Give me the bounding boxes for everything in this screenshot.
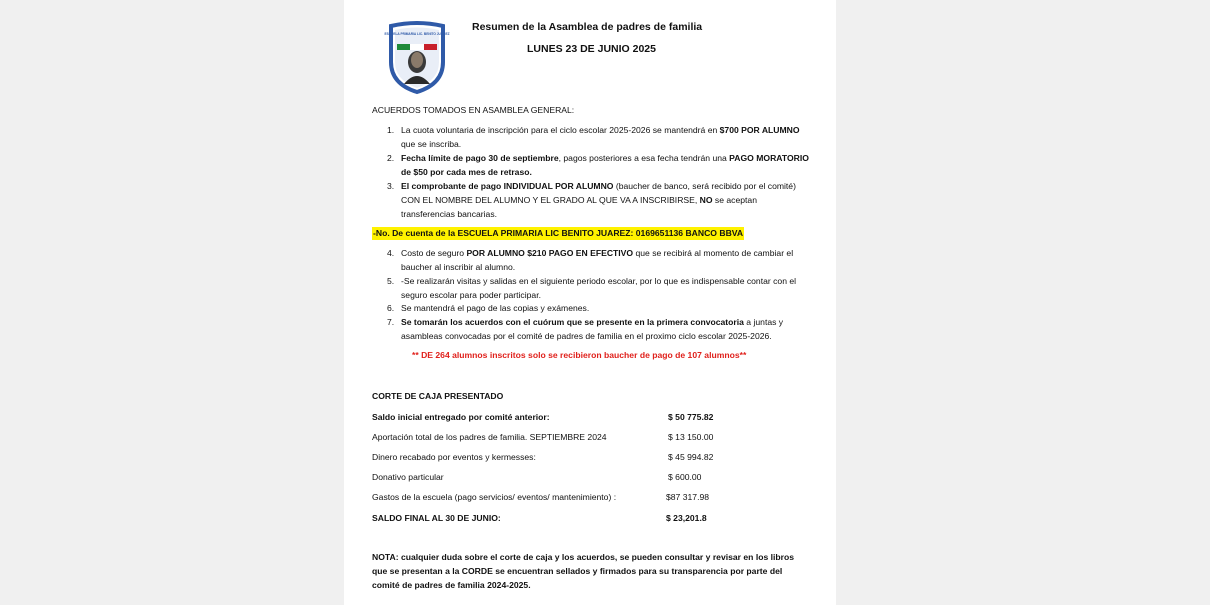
corte-label: Donativo particular: [372, 472, 444, 482]
corte-amount: $ 13 150.00: [668, 432, 714, 442]
acuerdo-text-part: La cuota voluntaria de inscripción para el ciclo escolar 2025-2026 se mantendrá en: [401, 125, 720, 135]
acuerdo-text-part: POR ALUMNO $210 PAGO EN EFECTIVO: [466, 248, 634, 258]
acuerdo-item: [387, 275, 812, 303]
corte-amount: $ 600.00: [668, 472, 702, 482]
acuerdo-text: [401, 275, 812, 303]
acuerdo-text-part: Se tomarán los acuerdos con el cuórum que se presente en la primera convocatoria: [401, 317, 744, 327]
acuerdos-heading: ACUERDOS TOMADOS EN ASAMBLEA GENERAL:: [372, 105, 575, 115]
acuerdo-number: 5.: [387, 276, 395, 286]
corte-label: Gastos de la escuela (pago servicios/ eventos/ mantenimiento) :: [372, 492, 617, 502]
acuerdo-text-part: PAGO MORATORIO de $50 por cada mes de retraso.: [401, 153, 809, 177]
corte-amount: $ 23,201.8: [666, 513, 707, 523]
acuerdo-text-part: El comprobante de pago INDIVIDUAL POR ALUMNO: [401, 181, 614, 191]
acuerdo-number: 6.: [387, 303, 395, 313]
acuerdo-text-part: NO: [699, 194, 713, 205]
acuerdo-number: 7.: [387, 317, 395, 327]
acuerdo-item: [387, 124, 812, 152]
acuerdo-text-part: que se recibirá al momento de cambiar el baucher al inscribir al alumno.: [401, 248, 794, 272]
acuerdo-number: 4.: [387, 248, 395, 258]
acuerdo-text: [401, 316, 812, 344]
acuerdo-text-part: , pagos posteriores a esa fecha tendrán una: [558, 153, 730, 163]
acuerdo-number: 1.: [387, 125, 395, 135]
corte-label: Dinero recabado por eventos y kermesses:: [372, 452, 536, 462]
school-shield-logo: [384, 22, 450, 94]
acuerdo-text-part: a juntas y asambleas convocadas por el comité de padres de familia en el proximo ciclo escolar 2025-2026.: [401, 317, 784, 341]
acuerdo-text: [401, 180, 812, 221]
acuerdo-number: 2.: [387, 153, 395, 163]
acuerdo-text-part: (baucher de banco, será recibido por el comité) CON EL NOMBRE DEL ALUMNO Y EL GRADO AL QUE VA A INSCRIBIRSE,: [401, 181, 796, 205]
corte-label: Aportación total de los padres de familia. SEPTIEMBRE 2024: [372, 432, 607, 442]
acuerdo-text-part: se aceptan transferencias bancarias.: [401, 194, 757, 219]
enrollment-note: ** DE 264 alumnos inscritos solo se recibieron baucher de pago de 107 alumnos**: [412, 350, 747, 360]
acuerdo-text-part: $700 POR ALUMNO: [719, 125, 800, 135]
acuerdo-text-part: Fecha límite de pago 30 de septiembre: [401, 153, 559, 163]
corte-label: SALDO FINAL AL 30 DE JUNIO:: [372, 513, 501, 523]
acuerdo-text-part: -Se realizarán visitas y salidas en el siguiente periodo escolar, por lo que es indispensable contar con el seguro escolar para poder participar.: [401, 276, 797, 300]
corte-amount: $ 50 775.82: [668, 412, 714, 422]
acuerdo-text-part: Se mantendrá el pago de las copias y exámenes.: [401, 303, 590, 313]
document-date: LUNES 23 DE JUNIO 2025: [527, 43, 656, 55]
document-page: [344, 0, 836, 605]
acuerdo-item: [387, 152, 812, 180]
acuerdo-item: [387, 302, 812, 316]
acuerdo-item: [387, 180, 812, 221]
acuerdo-text-part: Costo de seguro: [401, 248, 467, 258]
document-title: Resumen de la Asamblea de padres de familia: [472, 21, 703, 33]
acuerdo-item: [387, 247, 812, 275]
acuerdo-number: 3.: [387, 181, 395, 191]
corte-label: Saldo inicial entregado por comité anterior:: [372, 412, 550, 422]
bank-account-line: -No. De cuenta de la ESCUELA PRIMARIA LIC BENITO JUAREZ: 0169651136 BANCO BBVA: [373, 228, 744, 238]
corte-heading: CORTE DE CAJA PRESENTADO: [372, 391, 504, 401]
acuerdo-text: [401, 124, 812, 152]
acuerdo-item: [387, 316, 812, 344]
acuerdo-text: [401, 302, 812, 316]
corte-amount: $87 317.98: [666, 492, 710, 502]
acuerdo-text: [401, 152, 812, 180]
acuerdo-text-part: que se inscriba.: [401, 138, 462, 149]
logo-text: ESCUELA PRIMARIA LIC. BENITO JUAREZ: [384, 32, 450, 36]
nota-paragraph: NOTA: cualquier duda sobre el corte de caja y los acuerdos, se pueden consultar y revisar en los libros que se presentan a la CORDE se encuentran sellados y firmados para su transparencia por parte del comité de padres de familia 2024-2025.: [372, 552, 795, 590]
corte-amount: $ 45 994.82: [668, 452, 714, 462]
acuerdo-text: [401, 247, 812, 275]
